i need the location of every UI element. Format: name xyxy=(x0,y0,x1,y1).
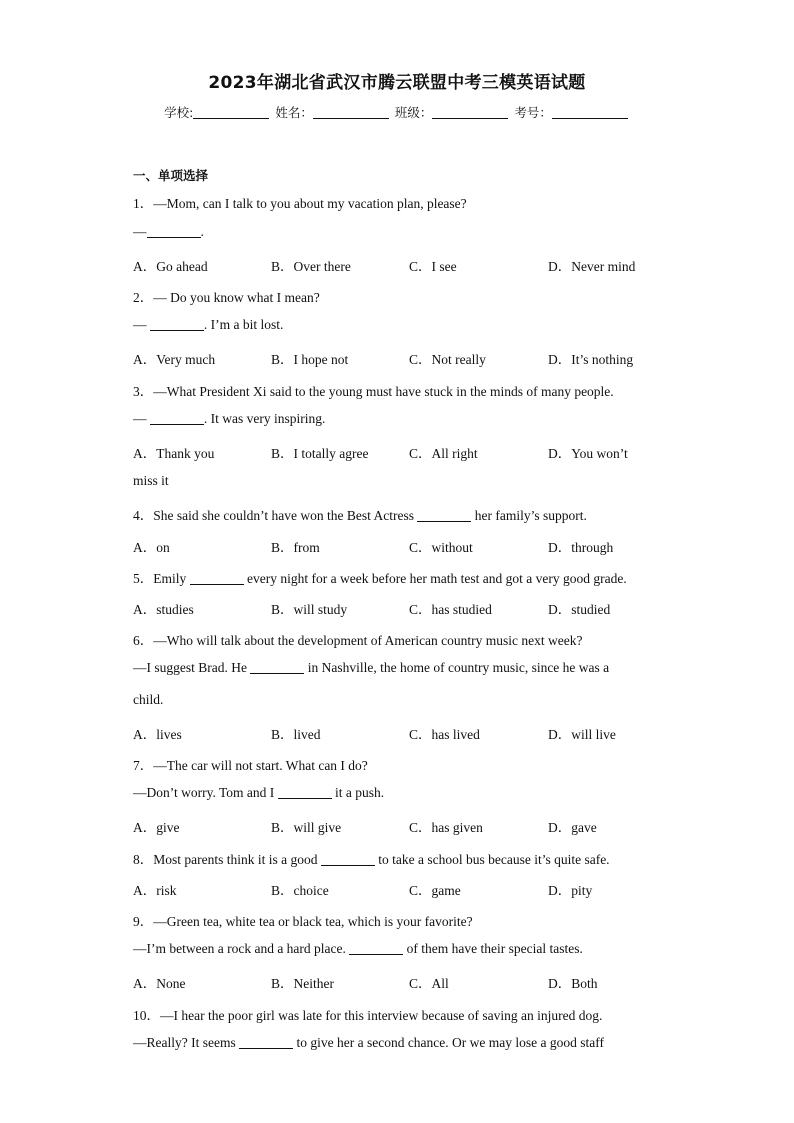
q3-option-d[interactable]: D．You won’t xyxy=(548,446,628,461)
student-info-row xyxy=(0,103,794,121)
q1-option-d[interactable]: D．Never mind xyxy=(548,259,636,274)
question-4-text: 4．She said she couldn’t have won the Best Actress her family’s support. xyxy=(133,508,587,523)
q5-option-b[interactable]: B．will study xyxy=(271,602,348,617)
question-1-answer-line: — . xyxy=(133,224,204,239)
question-10-text: 10．—I hear the poor girl was late for this interview because of saving an injured dog. xyxy=(133,1008,603,1023)
q5-option-d[interactable]: D．studied xyxy=(548,602,611,617)
q9-option-a[interactable]: A．None xyxy=(133,976,186,991)
answer-blank[interactable] xyxy=(150,412,204,425)
q5-option-c[interactable]: C．has studied xyxy=(409,602,492,617)
exam-number-label: 考号： xyxy=(514,105,552,120)
question-6-text: 6．—Who will talk about the development of American country music next week? xyxy=(133,633,583,648)
q8-option-d[interactable]: D．pity xyxy=(548,883,593,898)
q7-option-c[interactable]: C．has given xyxy=(409,820,483,835)
q6-option-b[interactable]: B．lived xyxy=(271,727,321,742)
answer-blank[interactable] xyxy=(349,942,403,955)
q3-option-b[interactable]: B．I totally agree xyxy=(271,446,369,461)
q7-option-d[interactable]: D．gave xyxy=(548,820,597,835)
answer-blank[interactable] xyxy=(278,786,332,799)
answer-blank[interactable] xyxy=(239,1036,293,1049)
q7-option-a[interactable]: A．give xyxy=(133,820,180,835)
question-10-answer-line: —Really? It seems to give her a second chance. Or we may lose a good staff xyxy=(133,1035,604,1050)
name-blank[interactable] xyxy=(313,106,389,119)
exam-title: 2023年湖北省武汉市腾云联盟中考三模英语试题 xyxy=(208,73,586,93)
question-6-wrap: child. xyxy=(133,692,164,707)
question-9-answer-line: —I’m between a rock and a hard place. of them have their special tastes. xyxy=(133,941,583,956)
answer-blank[interactable] xyxy=(417,509,471,522)
q4-option-d[interactable]: D．through xyxy=(548,540,614,555)
section-heading: 一、单项选择 xyxy=(133,168,209,183)
q2-option-c[interactable]: C．Not really xyxy=(409,352,486,367)
answer-blank[interactable] xyxy=(147,225,201,238)
question-7-text: 7．—The car will not start. What can I do? xyxy=(133,758,368,773)
question-1-text: 1．—Mom, can I talk to you about my vacation plan, please? xyxy=(133,196,467,211)
q9-option-d[interactable]: D．Both xyxy=(548,976,598,991)
school-label: 学校: xyxy=(164,105,194,120)
answer-blank[interactable] xyxy=(150,318,204,331)
q8-option-b[interactable]: B．choice xyxy=(271,883,329,898)
q8-option-a[interactable]: A．risk xyxy=(133,883,177,898)
q4-option-c[interactable]: C．without xyxy=(409,540,473,555)
q7-option-b[interactable]: B．will give xyxy=(271,820,342,835)
question-3-answer-line: — . It was very inspiring. xyxy=(133,411,326,426)
q4-option-b[interactable]: B．from xyxy=(271,540,320,555)
question-5-text: 5．Emily every night for a week before her math test and got a very good grade. xyxy=(133,571,627,586)
q3-option-d-wrap: miss it xyxy=(133,473,169,488)
question-3-text: 3．—What President Xi said to the young must have stuck in the minds of many people. xyxy=(133,384,614,399)
school-blank[interactable] xyxy=(193,106,269,119)
q6-option-c[interactable]: C．has lived xyxy=(409,727,480,742)
q3-option-c[interactable]: C．All right xyxy=(409,446,478,461)
answer-blank[interactable] xyxy=(190,572,244,585)
q2-option-b[interactable]: B．I hope not xyxy=(271,352,349,367)
q3-option-a[interactable]: A．Thank you xyxy=(133,446,215,461)
q1-option-a[interactable]: A．Go ahead xyxy=(133,259,208,274)
q5-option-a[interactable]: A．studies xyxy=(133,602,194,617)
question-2-answer-line: — . I’m a bit lost. xyxy=(133,317,284,332)
q4-option-a[interactable]: A．on xyxy=(133,540,170,555)
q1-option-b[interactable]: B．Over there xyxy=(271,259,351,274)
class-blank[interactable] xyxy=(432,106,508,119)
question-9-text: 9．—Green tea, white tea or black tea, which is your favorite? xyxy=(133,914,473,929)
class-label: 班级： xyxy=(394,105,433,120)
question-6-answer-line: —I suggest Brad. He in Nashville, the home of country music, since he was a xyxy=(133,660,610,675)
q2-option-d[interactable]: D．It’s nothing xyxy=(548,352,634,367)
q9-option-c[interactable]: C．All xyxy=(409,976,449,991)
question-2-text: 2．— Do you know what I mean? xyxy=(133,290,320,305)
q8-option-c[interactable]: C．game xyxy=(409,883,461,898)
q6-option-a[interactable]: A．lives xyxy=(133,727,182,742)
q1-option-c[interactable]: C．I see xyxy=(409,259,457,274)
exam-number-blank[interactable] xyxy=(552,106,628,119)
q9-option-b[interactable]: B．Neither xyxy=(271,976,334,991)
answer-blank[interactable] xyxy=(250,661,304,674)
q2-option-a[interactable]: A．Very much xyxy=(133,352,216,367)
q6-option-d[interactable]: D．will live xyxy=(548,727,616,742)
answer-blank[interactable] xyxy=(321,853,375,866)
name-label: 姓名： xyxy=(275,105,313,120)
question-8-text: 8．Most parents think it is a good to take a school bus because it’s quite safe. xyxy=(133,852,610,867)
question-7-answer-line: —Don’t worry. Tom and I it a push. xyxy=(133,785,385,800)
